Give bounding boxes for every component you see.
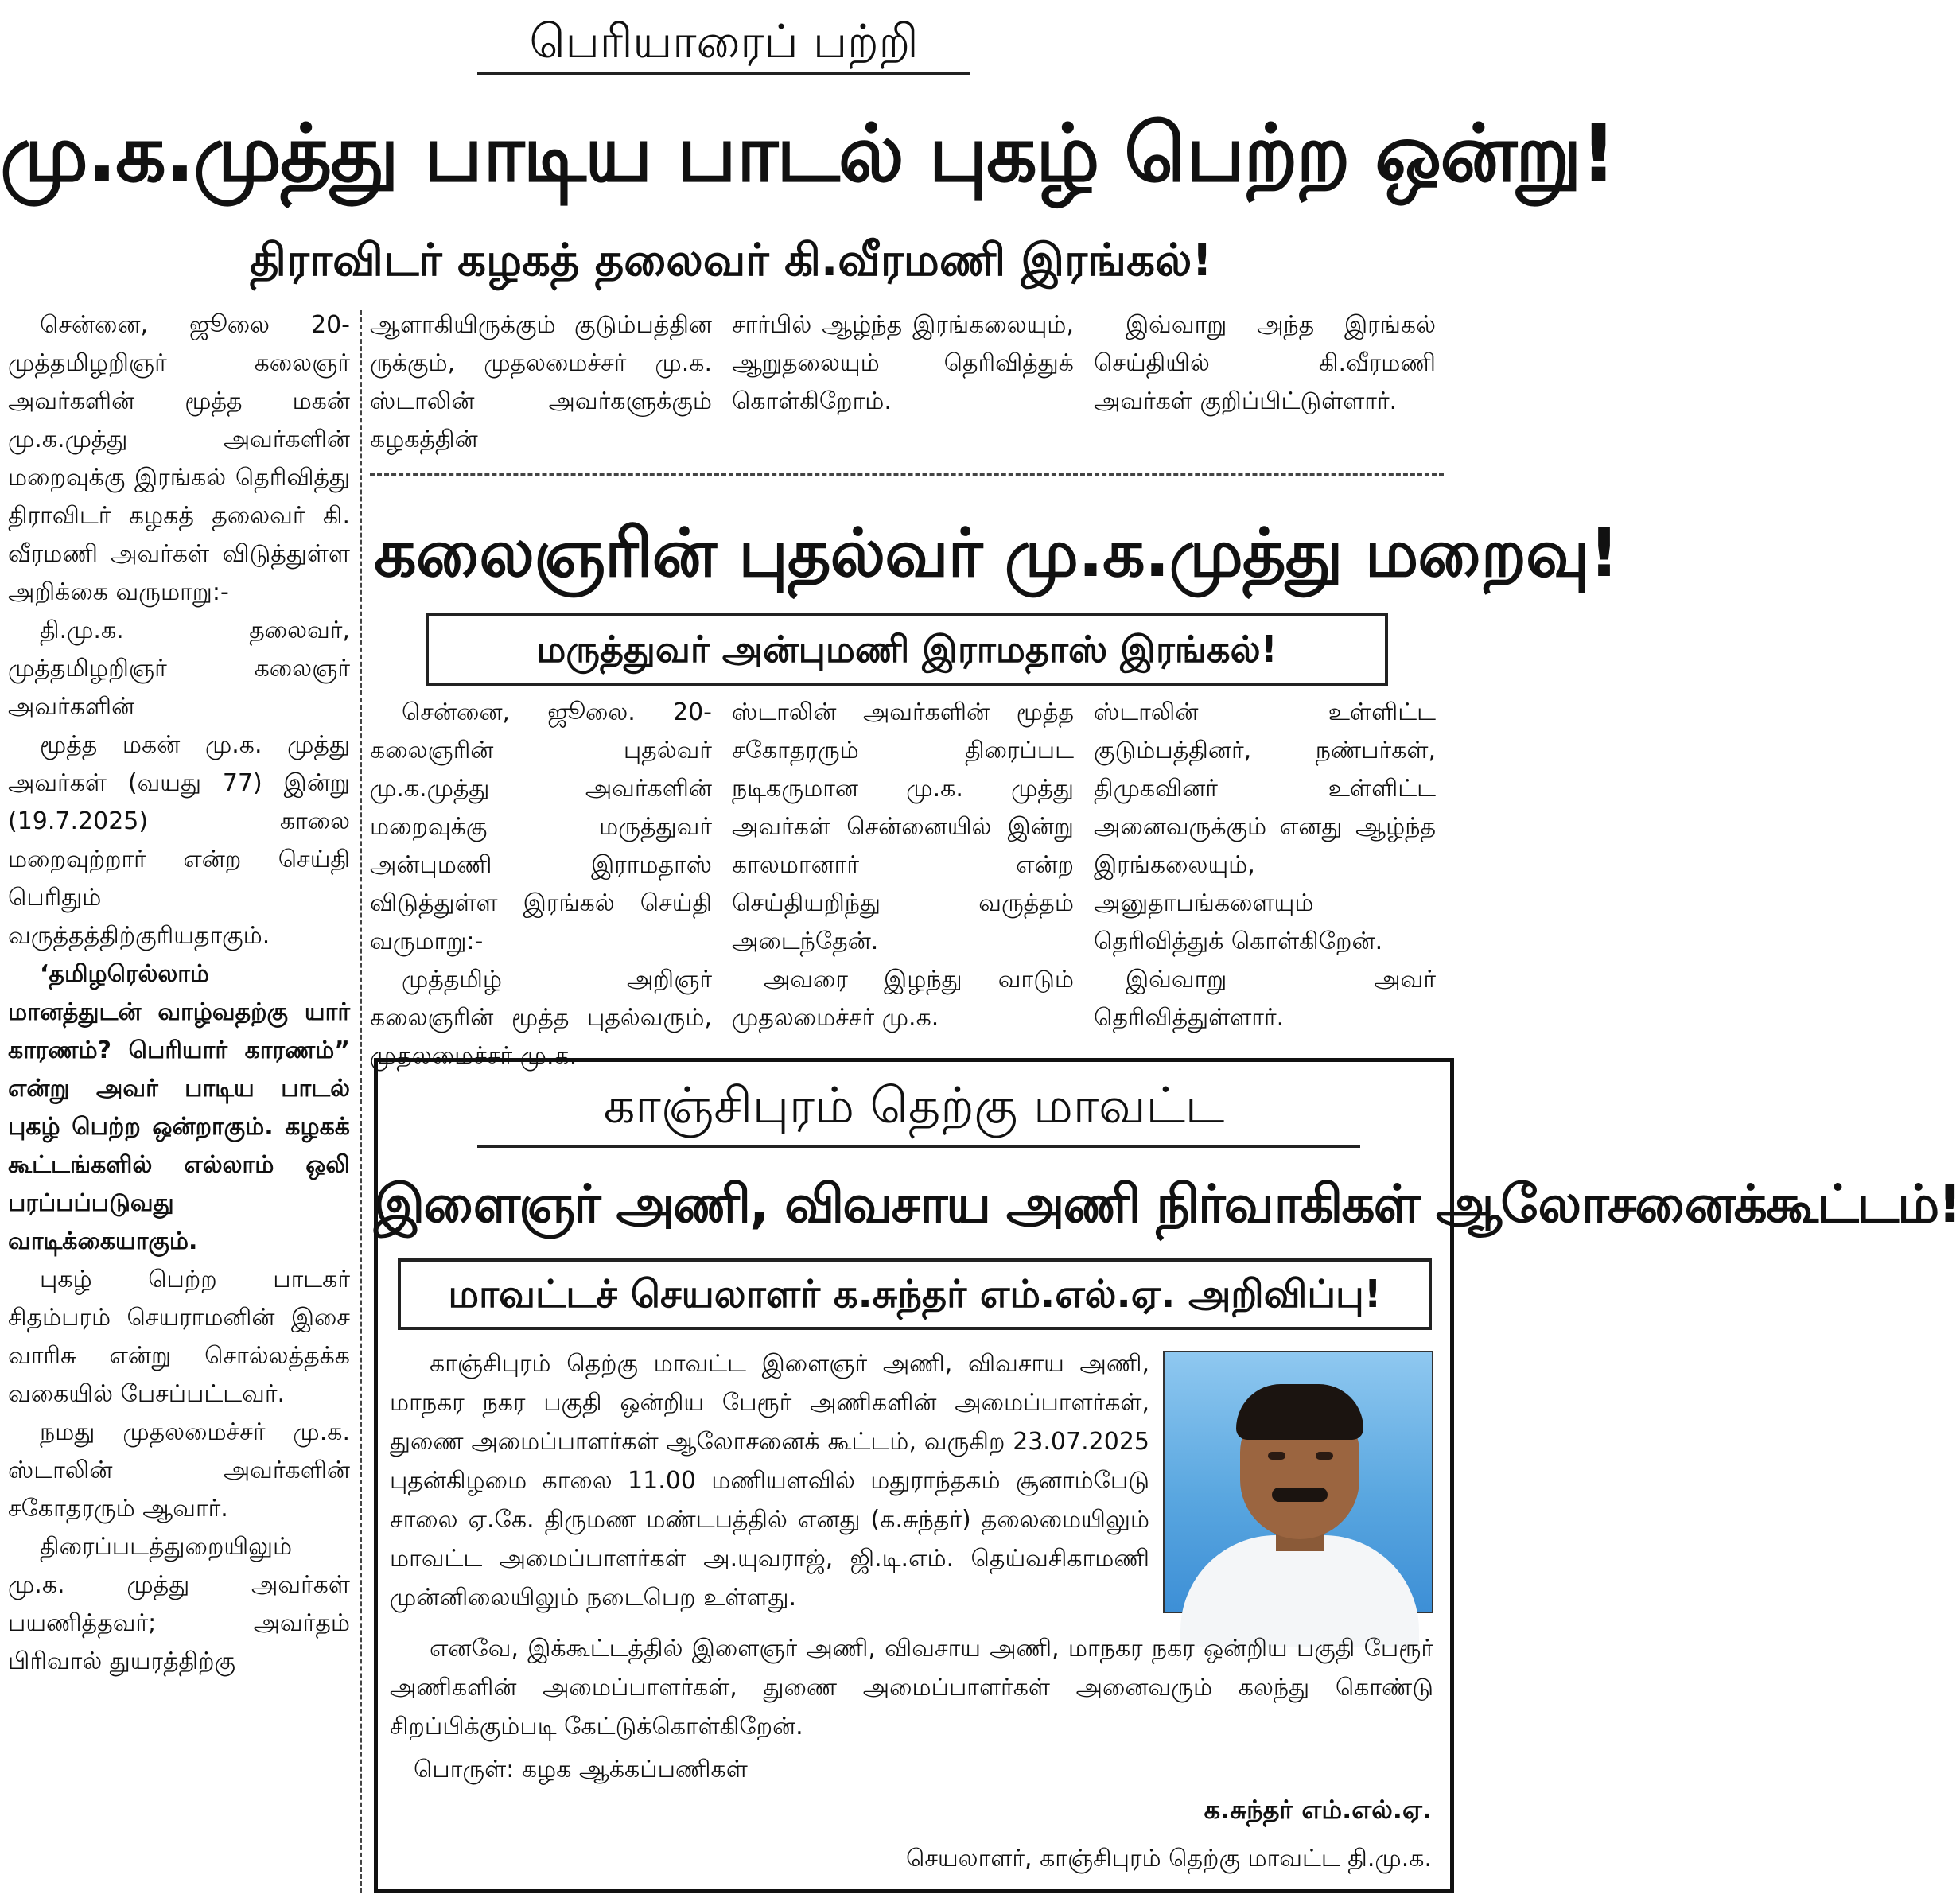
article2-subhead: மருத்துவர் அன்புமணி இராமதாஸ் இரங்கல்! bbox=[426, 613, 1388, 686]
column-divider bbox=[360, 310, 362, 1893]
article1-para: புகழ் பெற்ற பாடகர் சிதம்பரம் செயராமனின் இசை வாரிசு என்று சொல்லத்தக்க வகையில் பேசப்பட்டவர். bbox=[8, 1266, 350, 1408]
article1-left-column bbox=[8, 306, 350, 1897]
article1-para: சென்னை, ஜூலை 20- முத்தமிழறிஞர் கலைஞர் அவர்களின் மூத்த மகன் மு.க.முத்து அவர்களின் மறைவுக்கு இரங்கல் தெரிவித்து திராவிடர் கழகத் தலைவர் கி. வீரமணி அவர்கள் விடுத்துள்ள அறிக்கை வருமாறு:- bbox=[8, 311, 350, 606]
article1-para: மூத்த மகன் மு.க. முத்து அவர்கள் (வயது 77) இன்று (19.7.2025) காலை மறைவுற்றார் என்ற செய்தி பெரிதும் வருத்தத்திற்குரியதாகும். bbox=[8, 731, 350, 950]
article1-quote: ‘தமிழரெல்லாம் மானத்துடன் வாழ்வதற்கு யார் காரணம்? பெரியார் காரணம்” என்று அவர் பாடிய பாடல் புகழ் பெற்ற ஒன்றாகும். கழகக் கூட்டங்களில் எல்லாம் ஒலி பரப்பப்படுவது வாடிக்கையாகும். bbox=[8, 960, 350, 1255]
signature-name: க.சுந்தர் எம்.எல்.ஏ. bbox=[1204, 1795, 1432, 1825]
notice-title: காஞ்சிபுரம் தெற்கு மாவட்ட bbox=[603, 1076, 1225, 1134]
section-kicker: பெரியாரைப் பற்றி bbox=[477, 10, 970, 75]
notice-title-rule bbox=[477, 1145, 1360, 1148]
article1-para: தி.மு.க. தலைவர், முத்தமிழறிஞர் கலைஞர் அவர்களின் bbox=[8, 616, 350, 721]
article1-col3: சார்பில் ஆழ்ந்த இரங்கலையும், ஆறுதலையும் தெரிவித்துக் கொள்கிறோம். bbox=[732, 311, 1074, 415]
main-headline: மு.க.முத்து பாடிய பாடல் புகழ் பெற்ற ஒன்று! bbox=[0, 107, 1616, 200]
article-divider bbox=[370, 473, 1444, 476]
main-subhead: திராவிடர் கழகத் தலைவர் கி.வீரமணி இரங்கல்! bbox=[250, 235, 1212, 286]
article2-col3: ஸ்டாலின் உள்ளிட்ட குடும்பத்தினர், நண்பர்கள், திமுகவினர் உள்ளிட்ட அனைவருக்கும் எனது ஆழ்ந்த இரங்கலையும், அனுதாபங்களையும் தெரிவித்துக் கொள்கிறேன். இவ்வாறு அவர் தெரிவித்துள்ளார். bbox=[1094, 698, 1436, 1032]
article1-col4: இவ்வாறு அந்த இரங்கல் செய்தியில் கி.வீரமணி அவர்கள் குறிப்பிட்டுள்ளார். bbox=[1094, 311, 1436, 415]
article2-col2: ஸ்டாலின் அவர்களின் மூத்த சகோதரரும் திரைப்பட நடிகருமான மு.க. முத்து அவர்கள் சென்னையில் இன்று காலமானார் என்ற செய்தியறிந்து வருத்தம் அடைந்தேன். அவரை இழந்து வாடும் முதலமைச்சர் மு.க. bbox=[732, 698, 1074, 1032]
notice-headline: இளைஞர் அணி, விவசாய அணி நிர்வாகிகள் ஆலோசனைக்கூட்டம்! bbox=[374, 1173, 1960, 1235]
article1-col2: ஆளாகியிருக்கும் குடும்பத்தின ருக்கும், முதலமைச்சர் மு.க. ஸ்டாலின் அவர்களுக்கும் கழகத்தின் bbox=[370, 311, 712, 453]
notice-para1: காஞ்சிபுரம் தெற்கு மாவட்ட இளைஞர் அணி, விவசாய அணி, மாநகர நகர பகுதி ஒன்றிய பேரூர் அணிகளின் அமைப்பாளர்கள், துணை அமைப்பாளர்கள் ஆலோசனைக் கூட்டம், வருகிற 23.07.2025 புதன்கிழமை காலை 11.00 மணியளவில் மதுராந்தகம் சூனாம்பேடு சாலை ஏ.கே. திருமண மண்டபத்தில் எனது (க.சுந்தர்) தலைமையிலும் மாவட்ட அமைப்பாளர்கள் அ.யுவராஜ், ஜி.டி.எம். தெய்வசிகாமணி முன்னிலையிலும் நடைபெற உள்ளது. bbox=[390, 1350, 1149, 1612]
article2-col1: சென்னை, ஜூலை. 20- கலைஞரின் புதல்வர் மு.க.முத்து அவர்களின் மறைவுக்கு மருத்துவர் அன்புமணி இராமதாஸ் விடுத்துள்ள இரங்கல் செய்தி வருமாறு:- முத்தமிழ் அறிஞர் கலைஞரின் மூத்த புதல்வரும், முதலமைச்சர் மு.க. bbox=[370, 698, 712, 1070]
notice-subhead: மாவட்டச் செயலாளர் க.சுந்தர் எம்.எல்.ஏ. அறிவிப்பு! bbox=[398, 1258, 1432, 1330]
article1-para: திரைப்படத்துறையிலும் மு.க. முத்து அவர்கள் பயணித்தவர்; அவர்தம் பிரிவால் துயரத்திற்கு bbox=[8, 1533, 350, 1675]
portrait-photo bbox=[1163, 1351, 1433, 1613]
notice-topic: பொருள்: கழக ஆக்கப்பணிகள் bbox=[414, 1756, 748, 1783]
article2-headline: கலைஞரின் புதல்வர் மு.க.முத்து மறைவு! bbox=[374, 514, 1619, 592]
article1-para: நமது முதலமைச்சர் மு.க. ஸ்டாலின் அவர்களின் சகோதரரும் ஆவார். bbox=[8, 1418, 350, 1523]
notice-para2: எனவே, இக்கூட்டத்தில் இளைஞர் அணி, விவசாய அணி, மாநகர நகர ஒன்றிய பகுதி பேரூர் அணிகளின் அமைப்பாளர்கள், துணை அமைப்பாளர்கள் அனைவரும் கலந்து கொண்டு சிறப்பிக்கும்படி கேட்டுக்கொள்கிறேன். bbox=[390, 1635, 1433, 1740]
signature-role: செயலாளர், காஞ்சிபுரம் தெற்கு மாவட்ட தி.மு.க. bbox=[906, 1845, 1432, 1873]
